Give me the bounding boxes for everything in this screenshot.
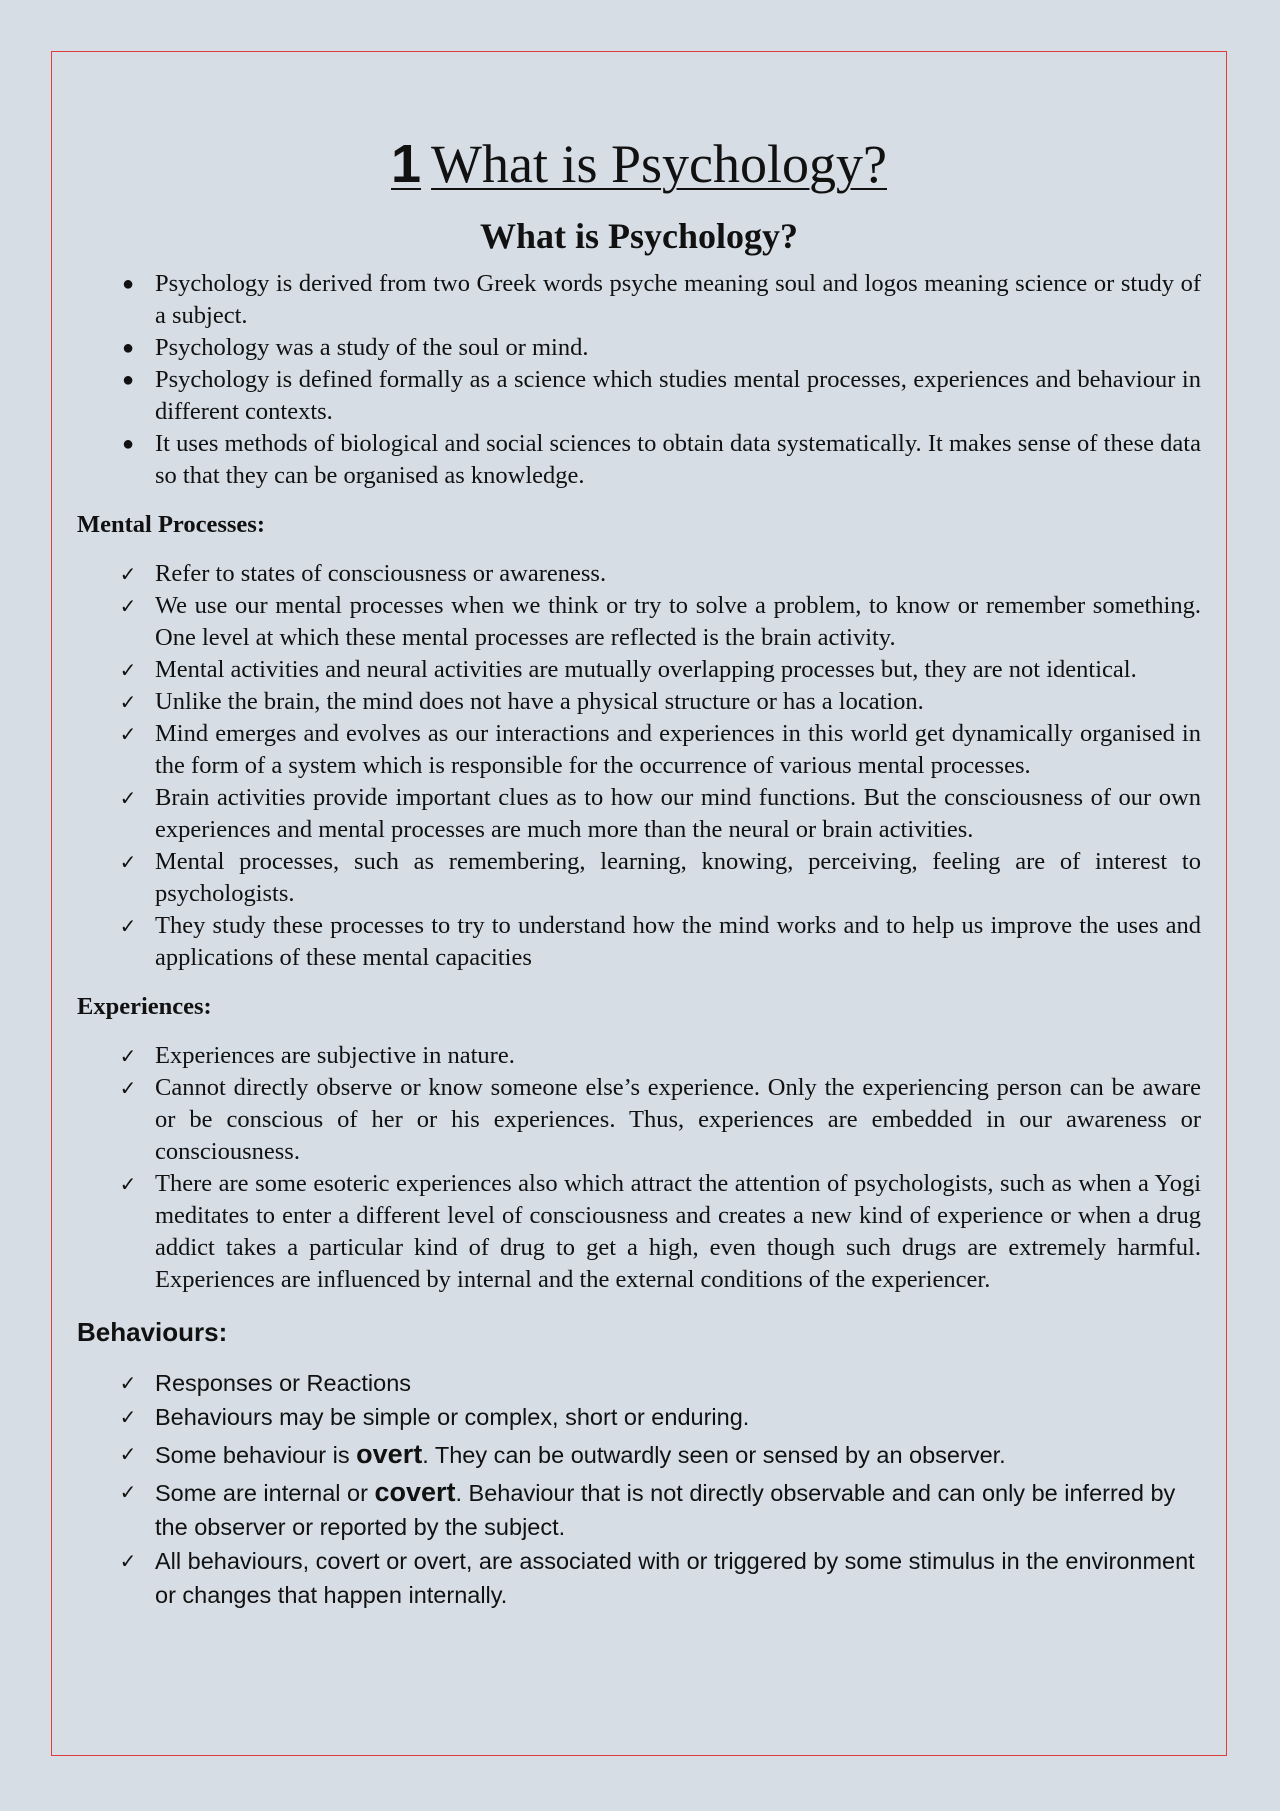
section-title: What is Psychology? <box>479 216 799 256</box>
checkmark-icon: ✓ <box>119 850 137 874</box>
list-item: ✓ They study these processes to try to understand how the mind works and to help us improve the uses and applications of these mental capacities <box>77 910 1201 974</box>
mental-processes-list <box>77 558 1201 974</box>
behaviours-heading: Behaviours: <box>77 1317 228 1347</box>
checkmark-icon: ✓ <box>119 786 137 810</box>
list-item: ✓ Behaviours may be simple or complex, short or enduring. <box>77 1400 1201 1434</box>
behaviours-list <box>77 1366 1201 1612</box>
checkmark-icon: ✓ <box>119 914 137 938</box>
intro-bullet-list <box>77 268 1201 492</box>
checkmark-icon: ✓ <box>119 594 137 618</box>
list-item: ● Psychology is derived from two Greek words psyche meaning soul and logos meaning science or study of a subject. <box>77 268 1201 332</box>
list-item: ✓ All behaviours, covert or overt, are associated with or triggered by some stimulus in the environment or changes that happen internally. <box>77 1544 1201 1612</box>
list-item: ✓ There are some esoteric experiences also which attract the attention of psychologists, such as when a Yogi meditates to enter a different level of consciousness and creates a new kind of experience or when a drug addict takes a particular kind of drug to get a high, even though such drugs are extremely harmful. Experiences are influenced by internal and the external conditions of the experiencer. <box>77 1168 1201 1296</box>
list-item: ✓ Mind emerges and evolves as our interactions and experiences in this world get dynamically organised in the form of a system which is responsible for the occurrence of various mental processes. <box>77 718 1201 782</box>
checkmark-icon: ✓ <box>119 690 137 714</box>
experiences-heading: Experiences: <box>77 993 212 1020</box>
emphasis-covert: covert <box>374 1477 456 1507</box>
checkmark-icon: ✓ <box>119 1442 137 1466</box>
list-item: ● Psychology is defined formally as a science which studies mental processes, experiences and behaviour in different contexts. <box>77 364 1201 428</box>
bullet-icon: ● <box>121 369 135 391</box>
list-item: ● It uses methods of biological and social sciences to obtain data systematically. It makes sense of these data so that they can be organised as knowledge. <box>77 428 1201 492</box>
list-item: ● Psychology was a study of the soul or mind. <box>77 332 1201 364</box>
bullet-icon: ● <box>121 273 135 295</box>
list-item: ✓ Cannot directly observe or know someone else’s experience. Only the experiencing person can be aware or be conscious of her or his experiences. Thus, experiences are embedded in our awareness or consciousness. <box>77 1072 1201 1168</box>
checkmark-icon: ✓ <box>119 1044 137 1068</box>
list-item: ✓ Responses or Reactions <box>77 1366 1201 1400</box>
document-body <box>77 128 1201 1612</box>
mental-processes-heading: Mental Processes: <box>77 511 265 538</box>
bullet-icon: ● <box>121 337 135 359</box>
checkmark-icon: ✓ <box>119 1549 137 1573</box>
chapter-title-text: What is Psychology? <box>431 134 887 194</box>
list-item: ✓ Some behaviour is overt. They can be outwardly seen or sensed by an observer. <box>77 1434 1201 1475</box>
list-item: ✓ Mental activities and neural activities are mutually overlapping processes but, they are not identical. <box>77 654 1201 686</box>
checkmark-icon: ✓ <box>119 1371 137 1395</box>
list-item: ✓ Brain activities provide important clues as to how our mind functions. But the consciousness of our own experiences and mental processes are much more than the neural or brain activities. <box>77 782 1201 846</box>
checkmark-icon: ✓ <box>119 722 137 746</box>
chapter-title <box>77 128 1201 200</box>
checkmark-icon: ✓ <box>119 1076 137 1100</box>
list-item: ✓ Experiences are subjective in nature. <box>77 1040 1201 1072</box>
experiences-list <box>77 1040 1201 1296</box>
list-item: ✓ Some are internal or covert. Behaviour that is not directly observable and can only be inferred by the observer or reported by the subject. <box>77 1475 1201 1544</box>
emphasis-overt: overt <box>356 1439 423 1469</box>
behaviours-section <box>77 1316 1201 1612</box>
checkmark-icon: ✓ <box>119 658 137 682</box>
list-item: ✓ Refer to states of consciousness or awareness. <box>77 558 1201 590</box>
checkmark-icon: ✓ <box>119 562 137 586</box>
checkmark-icon: ✓ <box>119 1480 137 1504</box>
bullet-icon: ● <box>121 433 135 455</box>
list-item: ✓ Mental processes, such as remembering, learning, knowing, perceiving, feeling are of interest to psychologists. <box>77 846 1201 910</box>
checkmark-icon: ✓ <box>119 1405 137 1429</box>
list-item: ✓ We use our mental processes when we think or try to solve a problem, to know or remember something. One level at which these mental processes are reflected is the brain activity. <box>77 590 1201 654</box>
checkmark-icon: ✓ <box>119 1172 137 1196</box>
list-item: ✓ Unlike the brain, the mind does not have a physical structure or has a location. <box>77 686 1201 718</box>
chapter-number: 1 <box>391 134 422 194</box>
